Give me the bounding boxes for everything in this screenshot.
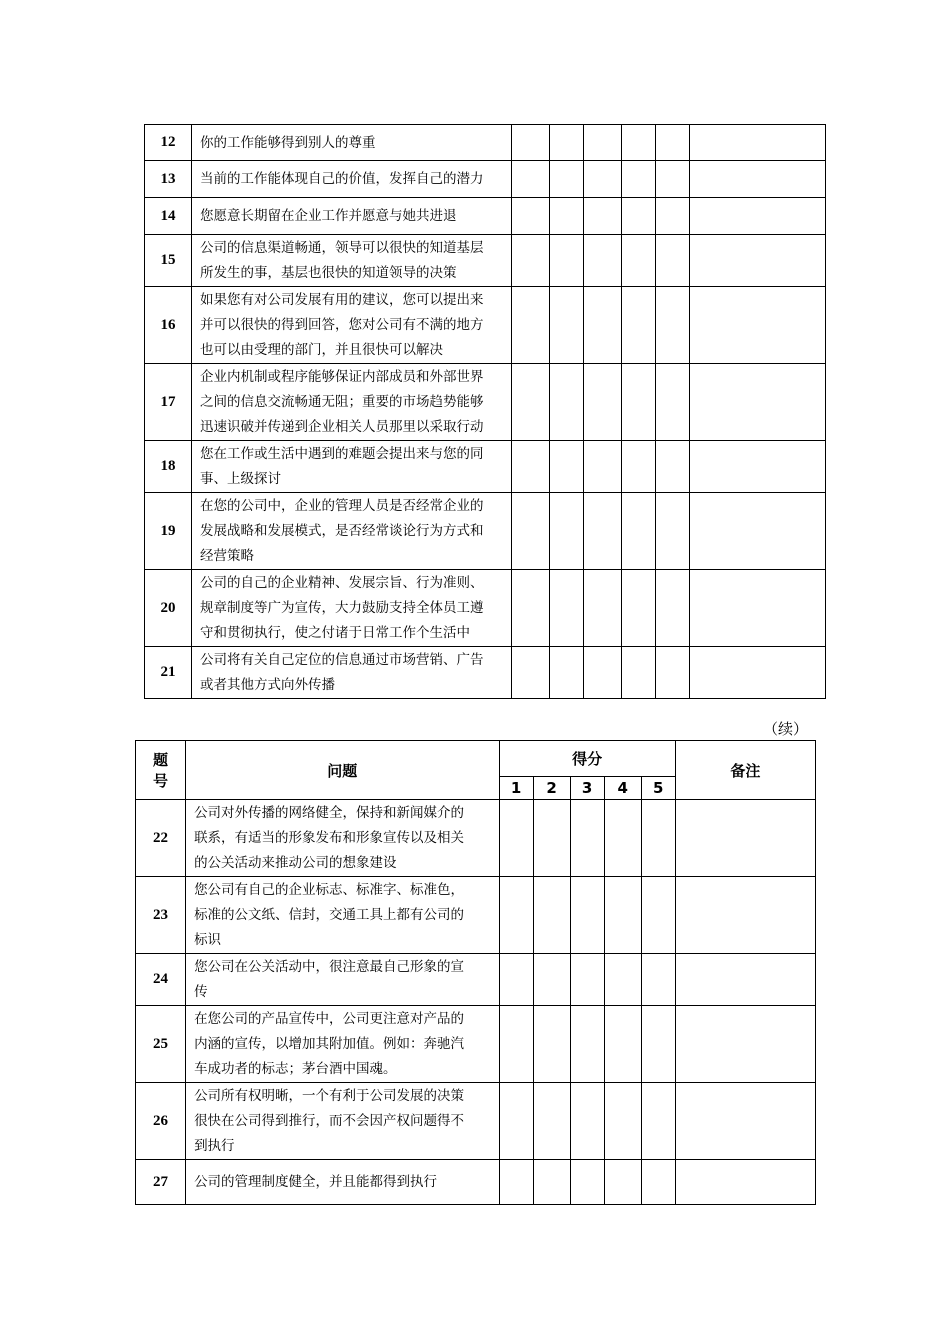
score-cell-5[interactable] bbox=[641, 877, 675, 954]
question-line: 在您的公司中，企业的管理人员是否经常企业的 bbox=[200, 498, 484, 514]
question-line: 公司所有权明晰，一个有利于公司发展的决策 bbox=[194, 1088, 465, 1104]
header-remark: 备注 bbox=[675, 741, 815, 800]
question-text bbox=[192, 570, 512, 647]
question-line: 在您公司的产品宣传中，公司更注意对产品的 bbox=[194, 1011, 465, 1027]
remark-cell[interactable] bbox=[675, 1160, 815, 1205]
score-cell-2[interactable] bbox=[550, 647, 584, 699]
question-line: 标准的公文纸、信封，交通工具上都有公司的 bbox=[194, 907, 465, 923]
score-cell-4[interactable] bbox=[604, 800, 641, 877]
question-line: 或者其他方式向外传播 bbox=[200, 677, 335, 693]
score-cell-2[interactable] bbox=[550, 125, 584, 161]
score-cell-1[interactable] bbox=[512, 125, 550, 161]
score-cell-1[interactable] bbox=[512, 493, 550, 570]
score-cell-3[interactable] bbox=[570, 800, 604, 877]
score-cell-3[interactable] bbox=[584, 235, 622, 287]
score-cell-5[interactable] bbox=[641, 1083, 675, 1160]
table-row bbox=[145, 198, 826, 235]
table-row bbox=[145, 287, 826, 364]
question-text bbox=[186, 1006, 499, 1083]
header-question: 问题 bbox=[186, 741, 499, 800]
score-cell-5[interactable] bbox=[656, 441, 690, 493]
score-cell-5[interactable] bbox=[656, 161, 690, 198]
question-line: 传 bbox=[194, 984, 208, 1000]
table-row bbox=[145, 493, 826, 570]
evaluation-table-part2 bbox=[135, 740, 816, 1205]
question-text bbox=[186, 1160, 499, 1205]
question-line: 到执行 bbox=[194, 1138, 235, 1154]
score-cell-2[interactable] bbox=[533, 1083, 570, 1160]
question-line: 您公司有自己的企业标志、标准字、标准色， bbox=[194, 882, 465, 898]
score-cell-2[interactable] bbox=[533, 1160, 570, 1205]
question-text bbox=[192, 198, 512, 235]
score-cell-2[interactable] bbox=[550, 441, 584, 493]
score-cell-5[interactable] bbox=[641, 1160, 675, 1205]
score-cell-4[interactable] bbox=[622, 198, 656, 235]
question-line: 事、上级探讨 bbox=[200, 471, 281, 487]
question-number: 25 bbox=[136, 1006, 186, 1083]
score-cell-1[interactable] bbox=[512, 198, 550, 235]
question-number: 16 bbox=[145, 287, 192, 364]
score-cell-4[interactable] bbox=[622, 364, 656, 441]
question-line: 车成功者的标志；茅台酒中国魂。 bbox=[194, 1061, 397, 1077]
question-line: 标识 bbox=[194, 932, 222, 948]
score-cell-4[interactable] bbox=[604, 1006, 641, 1083]
question-number: 18 bbox=[145, 441, 192, 493]
score-cell-1[interactable] bbox=[499, 800, 533, 877]
question-line: 您愿意长期留在企业工作并愿意与她共进退 bbox=[200, 208, 457, 224]
score-cell-3[interactable] bbox=[584, 570, 622, 647]
score-cell-3[interactable] bbox=[570, 954, 604, 1006]
question-line: 您公司在公关活动中，很注意最自己形象的宣 bbox=[194, 959, 465, 975]
question-line: 公司的自己的企业精神、发展宗旨、行为准则、 bbox=[200, 575, 484, 591]
question-line: 公司的管理制度健全，并且能都得到执行 bbox=[194, 1174, 438, 1190]
question-text bbox=[192, 287, 512, 364]
question-number: 27 bbox=[136, 1160, 186, 1205]
score-cell-3[interactable] bbox=[570, 1160, 604, 1205]
score-cell-4[interactable] bbox=[622, 647, 656, 699]
question-number: 19 bbox=[145, 493, 192, 570]
score-col-2: 2 bbox=[533, 777, 570, 800]
question-line: 联系，有适当的形象发布和形象宣传以及相关 bbox=[194, 830, 465, 846]
score-cell-3[interactable] bbox=[570, 1006, 604, 1083]
score-cell-2[interactable] bbox=[533, 877, 570, 954]
score-cell-4[interactable] bbox=[622, 235, 656, 287]
question-line: 公司对外传播的网络健全，保持和新闻媒介的 bbox=[194, 805, 465, 821]
question-line: 企业内机制或程序能够保证内部成员和外部世界 bbox=[200, 369, 484, 385]
question-line: 规章制度等广为宣传，大力鼓励支持全体员工遵 bbox=[200, 600, 484, 616]
table-row bbox=[136, 1160, 816, 1205]
table-row bbox=[136, 800, 816, 877]
continued-label: （续） bbox=[763, 720, 809, 738]
score-cell-5[interactable] bbox=[656, 364, 690, 441]
score-cell-3[interactable] bbox=[584, 125, 622, 161]
question-line: 内涵的宣传，以增加其附加值。例如：奔驰汽 bbox=[194, 1036, 465, 1052]
question-line: 之间的信息交流畅通无阻；重要的市场趋势能够 bbox=[200, 394, 484, 410]
score-col-3: 3 bbox=[570, 777, 604, 800]
remark-cell[interactable] bbox=[675, 1083, 815, 1160]
score-cell-5[interactable] bbox=[641, 800, 675, 877]
score-cell-5[interactable] bbox=[656, 493, 690, 570]
question-number: 20 bbox=[145, 570, 192, 647]
score-col-5: 5 bbox=[641, 777, 675, 800]
table-row bbox=[145, 161, 826, 198]
remark-cell[interactable] bbox=[675, 800, 815, 877]
score-cell-3[interactable] bbox=[584, 493, 622, 570]
question-line: 公司的信息渠道畅通，领导可以很快的知道基层 bbox=[200, 240, 484, 256]
question-number: 13 bbox=[145, 161, 192, 198]
score-cell-2[interactable] bbox=[550, 364, 584, 441]
score-cell-5[interactable] bbox=[656, 125, 690, 161]
evaluation-table-part1 bbox=[144, 124, 826, 699]
score-cell-2[interactable] bbox=[533, 954, 570, 1006]
score-cell-3[interactable] bbox=[584, 287, 622, 364]
header-score: 得分 bbox=[499, 741, 675, 777]
score-cell-3[interactable] bbox=[584, 198, 622, 235]
remark-cell[interactable] bbox=[690, 198, 826, 235]
question-line: 的公关活动来推动公司的想象建设 bbox=[194, 855, 397, 871]
question-line: 并可以很快的得到回答，您对公司有不满的地方 bbox=[200, 317, 484, 333]
score-cell-2[interactable] bbox=[550, 235, 584, 287]
score-cell-5[interactable] bbox=[656, 235, 690, 287]
question-text bbox=[192, 493, 512, 570]
score-cell-2[interactable] bbox=[550, 287, 584, 364]
table-row bbox=[145, 125, 826, 161]
table-row bbox=[145, 364, 826, 441]
score-cell-2[interactable] bbox=[550, 198, 584, 235]
question-number: 22 bbox=[136, 800, 186, 877]
score-cell-1[interactable] bbox=[499, 877, 533, 954]
question-text bbox=[186, 954, 499, 1006]
score-cell-5[interactable] bbox=[656, 287, 690, 364]
question-number: 15 bbox=[145, 235, 192, 287]
remark-cell[interactable] bbox=[690, 647, 826, 699]
table-row bbox=[136, 1083, 816, 1160]
score-cell-5[interactable] bbox=[641, 954, 675, 1006]
remark-cell[interactable] bbox=[690, 364, 826, 441]
table-row bbox=[145, 647, 826, 699]
score-cell-3[interactable] bbox=[570, 877, 604, 954]
question-number: 26 bbox=[136, 1083, 186, 1160]
score-cell-1[interactable] bbox=[512, 235, 550, 287]
score-cell-1[interactable] bbox=[512, 364, 550, 441]
score-cell-4[interactable] bbox=[622, 161, 656, 198]
question-number: 14 bbox=[145, 198, 192, 235]
remark-cell[interactable] bbox=[690, 235, 826, 287]
question-text bbox=[192, 125, 512, 161]
question-line: 守和贯彻执行，使之付诸于日常工作个生活中 bbox=[200, 625, 470, 641]
score-col-1: 1 bbox=[499, 777, 533, 800]
score-cell-1[interactable] bbox=[499, 1083, 533, 1160]
score-cell-3[interactable] bbox=[584, 647, 622, 699]
score-cell-3[interactable] bbox=[570, 1083, 604, 1160]
table-row bbox=[136, 954, 816, 1006]
header-number-line: 号 bbox=[153, 772, 169, 790]
question-line: 发展战略和发展模式，是否经常谈论行为方式和 bbox=[200, 523, 484, 539]
question-text bbox=[186, 800, 499, 877]
header-number-line: 题 bbox=[153, 751, 169, 769]
question-number: 12 bbox=[145, 125, 192, 161]
question-number: 21 bbox=[145, 647, 192, 699]
score-cell-5[interactable] bbox=[656, 647, 690, 699]
remark-cell[interactable] bbox=[690, 570, 826, 647]
remark-cell[interactable] bbox=[675, 877, 815, 954]
question-text bbox=[192, 364, 512, 441]
score-cell-4[interactable] bbox=[622, 125, 656, 161]
score-cell-4[interactable] bbox=[604, 877, 641, 954]
score-cell-1[interactable] bbox=[512, 161, 550, 198]
score-cell-2[interactable] bbox=[550, 493, 584, 570]
question-line: 迅速识破并传递到企业相关人员那里以采取行动 bbox=[200, 419, 484, 435]
score-cell-5[interactable] bbox=[656, 198, 690, 235]
score-cell-4[interactable] bbox=[622, 570, 656, 647]
question-line: 您在工作或生活中遇到的难题会提出来与您的同 bbox=[200, 446, 484, 462]
score-cell-1[interactable] bbox=[512, 570, 550, 647]
score-cell-3[interactable] bbox=[584, 161, 622, 198]
question-text bbox=[192, 647, 512, 699]
score-cell-4[interactable] bbox=[622, 441, 656, 493]
question-line: 你的工作能够得到别人的尊重 bbox=[200, 134, 376, 151]
score-cell-3[interactable] bbox=[584, 441, 622, 493]
table-row bbox=[145, 570, 826, 647]
score-cell-4[interactable] bbox=[604, 1160, 641, 1205]
score-cell-4[interactable] bbox=[622, 287, 656, 364]
score-cell-2[interactable] bbox=[550, 161, 584, 198]
question-number: 17 bbox=[145, 364, 192, 441]
remark-cell[interactable] bbox=[675, 954, 815, 1006]
remark-cell[interactable] bbox=[690, 161, 826, 198]
table-row bbox=[136, 877, 816, 954]
score-cell-2[interactable] bbox=[533, 1006, 570, 1083]
question-line: 当前的工作能体现自己的价值，发挥自己的潜力 bbox=[200, 171, 484, 187]
score-cell-2[interactable] bbox=[550, 570, 584, 647]
score-cell-1[interactable] bbox=[512, 647, 550, 699]
score-cell-5[interactable] bbox=[656, 570, 690, 647]
score-cell-2[interactable] bbox=[533, 800, 570, 877]
score-cell-3[interactable] bbox=[584, 364, 622, 441]
question-line: 也可以由受理的部门，并且很快可以解决 bbox=[200, 342, 443, 358]
question-text bbox=[192, 235, 512, 287]
score-col-4: 4 bbox=[604, 777, 641, 800]
remark-cell[interactable] bbox=[690, 125, 826, 161]
table-row bbox=[145, 441, 826, 493]
score-cell-1[interactable] bbox=[499, 954, 533, 1006]
remark-cell[interactable] bbox=[690, 287, 826, 364]
score-cell-1[interactable] bbox=[499, 1160, 533, 1205]
question-text bbox=[186, 1083, 499, 1160]
question-line: 所发生的事，基层也很快的知道领导的决策 bbox=[200, 265, 457, 281]
question-line: 公司将有关自己定位的信息通过市场营销、广告 bbox=[200, 652, 484, 668]
score-cell-1[interactable] bbox=[512, 287, 550, 364]
remark-cell[interactable] bbox=[675, 1006, 815, 1083]
score-cell-4[interactable] bbox=[604, 1083, 641, 1160]
question-number: 24 bbox=[136, 954, 186, 1006]
score-cell-1[interactable] bbox=[512, 441, 550, 493]
question-line: 经营策略 bbox=[200, 548, 254, 564]
header-number bbox=[136, 741, 186, 800]
score-cell-1[interactable] bbox=[499, 1006, 533, 1083]
score-cell-4[interactable] bbox=[604, 954, 641, 1006]
question-line: 如果您有对公司发展有用的建议，您可以提出来 bbox=[200, 292, 484, 308]
question-text bbox=[192, 441, 512, 493]
remark-cell[interactable] bbox=[690, 493, 826, 570]
question-text bbox=[186, 877, 499, 954]
score-cell-4[interactable] bbox=[622, 493, 656, 570]
remark-cell[interactable] bbox=[690, 441, 826, 493]
question-text bbox=[192, 161, 512, 198]
table-row bbox=[145, 235, 826, 287]
table-row bbox=[136, 1006, 816, 1083]
question-number: 23 bbox=[136, 877, 186, 954]
score-cell-5[interactable] bbox=[641, 1006, 675, 1083]
question-line: 很快在公司得到推行，而不会因产权问题得不 bbox=[194, 1113, 465, 1129]
